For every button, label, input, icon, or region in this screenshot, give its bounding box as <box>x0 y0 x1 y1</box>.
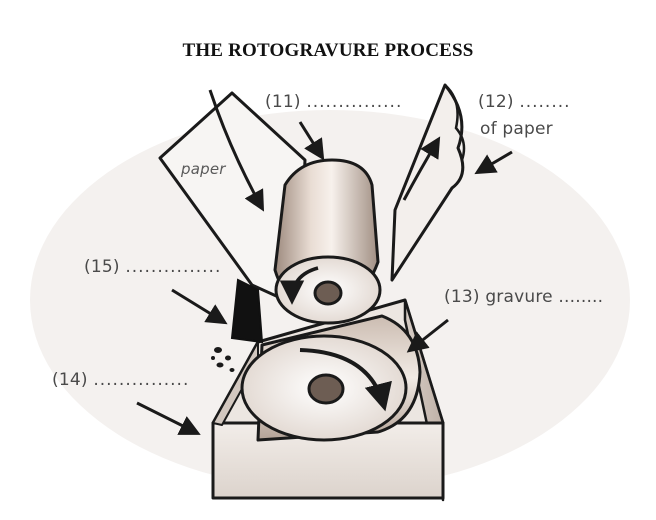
paper-label: paper <box>181 160 226 178</box>
label-12-blank: ........ <box>519 92 571 112</box>
label-11 <box>265 92 402 112</box>
label-15 <box>84 257 221 277</box>
label-11-number: (11) <box>265 92 301 112</box>
impression-roller-shaft <box>315 282 341 304</box>
label-12-number: (12) <box>478 92 514 112</box>
doctor-blade <box>232 280 262 342</box>
label-15-number: (15) <box>84 257 120 277</box>
label-14-number: (14) <box>52 370 88 390</box>
label-13 <box>444 287 603 307</box>
label-12 <box>478 92 571 112</box>
label-15-blank: ............... <box>125 257 222 277</box>
label-13-number: (13) <box>444 287 480 307</box>
label-14 <box>52 370 189 390</box>
label-12-sub: of paper <box>480 119 553 139</box>
label-14-blank: ............... <box>93 370 190 390</box>
gravure-cylinder-shaft <box>309 375 343 403</box>
diagram-title: THE ROTOGRAVURE PROCESS <box>182 40 474 61</box>
label-13-text: gravure ........ <box>485 287 604 307</box>
label-11-blank: ............... <box>306 92 403 112</box>
